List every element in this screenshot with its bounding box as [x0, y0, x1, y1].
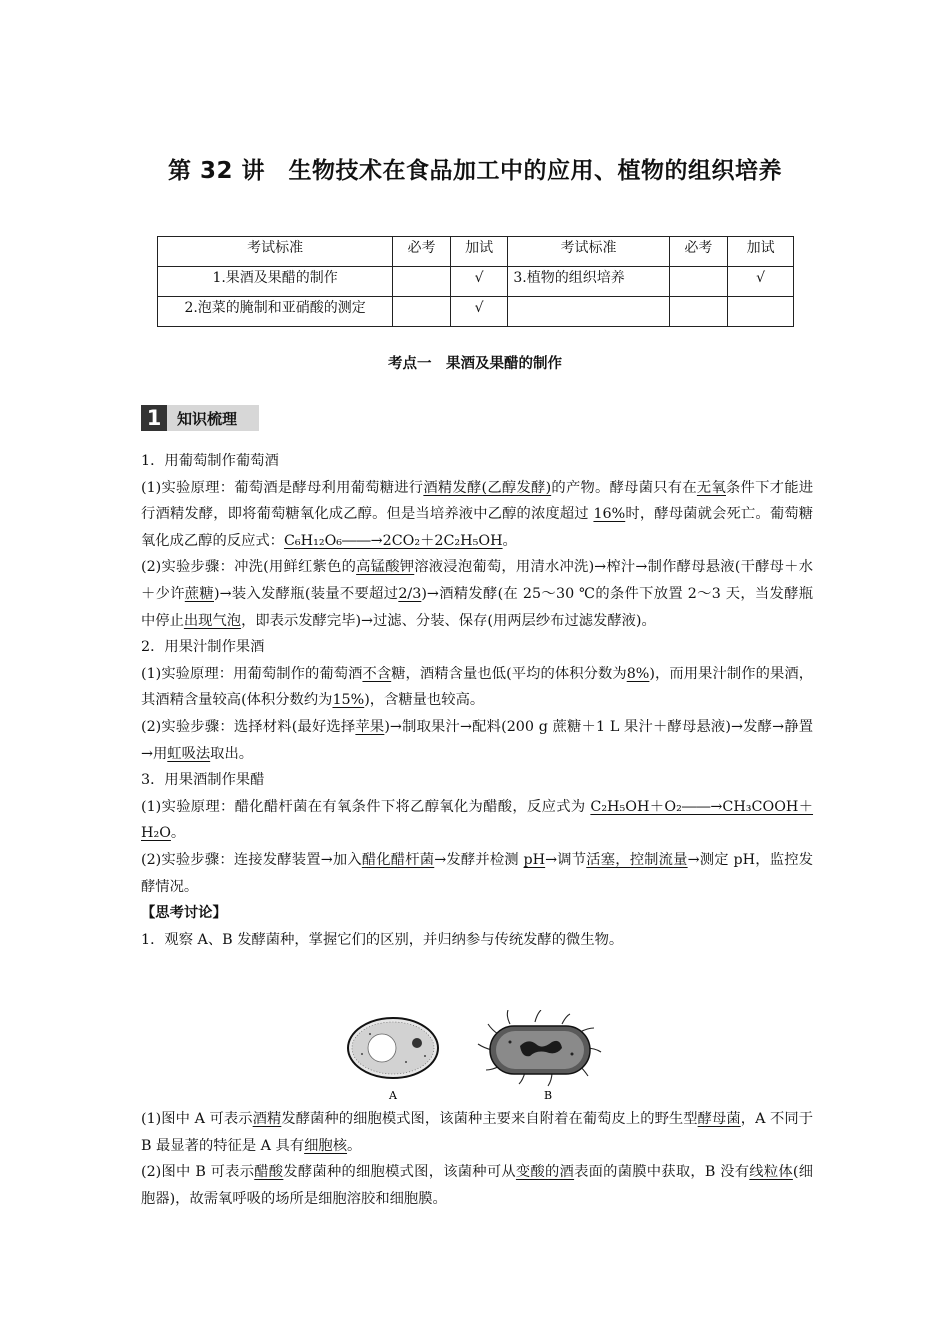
- table-cell: √: [450, 267, 508, 297]
- table-cell: [393, 297, 451, 327]
- text: →发酵并检测: [434, 851, 524, 868]
- text: )，而用果汁制作的果酒，其酒精含量较高(体积分数约为: [141, 665, 813, 709]
- answer-blank: 酒精: [252, 1111, 282, 1127]
- heading-3: 3．用果酒制作果醋: [141, 772, 265, 789]
- answer-blank: 酵母菌: [697, 1111, 741, 1127]
- text: (1)实验原理：醋化醋杆菌在有氧条件下将乙醇氧化为醋酸，反应式为: [141, 798, 591, 815]
- text: 。: [347, 1137, 362, 1154]
- table-cell: 3.植物的组织培养: [508, 267, 669, 297]
- table-header: 考试标准: [158, 237, 393, 267]
- text: )，含糖量也较高。: [364, 692, 485, 709]
- text: (1)实验原理：葡萄酒是酵母利用葡萄糖进行: [141, 479, 424, 496]
- table-header: 加试: [450, 237, 508, 267]
- knowledge-body: [141, 448, 813, 953]
- text: 表面的菌膜中获取，B 没有: [574, 1164, 750, 1181]
- answer-blank: 线粒体: [749, 1164, 793, 1181]
- text: (2)实验步骤：冲洗(用鲜红紫色的: [141, 559, 357, 576]
- badge-number: 1: [141, 405, 167, 431]
- table-cell: √: [450, 297, 508, 327]
- answer-blank: 出现气泡: [183, 612, 242, 629]
- paragraph: [141, 1106, 813, 1159]
- text: (2)实验步骤：选择材料(最好选择: [141, 718, 356, 735]
- answer-blank: 不含: [362, 665, 392, 682]
- section-badge: [141, 405, 259, 431]
- answer-blank: 8%: [626, 665, 650, 682]
- answer-blank: 苹果: [355, 718, 385, 735]
- table-header: 必考: [669, 237, 728, 267]
- table-header: 考试标准: [508, 237, 669, 267]
- text: →调节: [545, 851, 587, 868]
- answer-blank: 蔗糖: [184, 585, 214, 602]
- table-header: 加试: [728, 237, 794, 267]
- text: (2)实验步骤：连接发酵装置→加入: [141, 851, 362, 868]
- exam-standards-table: [157, 236, 794, 327]
- text: →测定 pH，监控发酵情况。: [141, 851, 814, 895]
- text: 的产物。酵母菌只有在: [551, 479, 697, 496]
- answer-blank: 虹吸法: [167, 745, 211, 762]
- answer-blank: 16%: [593, 506, 626, 523]
- question-1: 1．观察 A、B 发酵菌种，掌握它们的区别，并归纳参与传统发酵的微生物。: [141, 931, 624, 948]
- answer-blank: 无氧: [696, 479, 726, 496]
- table-cell: √: [728, 267, 794, 297]
- page-title: 第 32 讲 生物技术在食品加工中的应用、植物的组织培养: [167, 158, 783, 184]
- text: (1)图中 A 可表示: [141, 1111, 253, 1127]
- cell-figure: [340, 1010, 630, 1102]
- paragraph: [141, 847, 813, 900]
- text: 糖，酒精含量也低(平均的体积分数为: [391, 665, 627, 682]
- section-title: 考点一 果酒及果醋的制作: [388, 356, 562, 372]
- badge-label: 知识梳理: [177, 409, 238, 428]
- table-cell: 2.泡菜的腌制和亚硝酸的测定: [158, 297, 393, 327]
- paragraph: [141, 714, 813, 767]
- answer-blank: 酒精发酵(乙醇发酵): [423, 479, 552, 496]
- text: ，即表示发酵完毕)→过滤、分装、保存(用两层纱布过滤发酵液)。: [241, 612, 656, 629]
- text: )→装入发酵瓶(装量不要超过: [214, 585, 399, 602]
- paragraph: [141, 1159, 813, 1212]
- text: (细胞器)，故需氧呼吸的场所是细胞溶胶和细胞膜。: [141, 1164, 814, 1207]
- paragraph: [141, 475, 813, 555]
- paragraph: [141, 554, 813, 634]
- text: 条件下才能进行酒精发酵，即将葡萄糖氧化成乙醇。但是当培养液中乙醇的浓度超过: [141, 479, 814, 523]
- table-header-row: [158, 237, 794, 267]
- paragraph: [141, 661, 813, 714]
- table-cell: [393, 267, 451, 297]
- answer-blank: C₆H₁₂O₆――→2CO₂＋2C₂H₅OH: [283, 532, 503, 549]
- text: 。: [502, 532, 517, 549]
- answer-blank: pH: [523, 851, 546, 868]
- text: 发酵菌种的细胞模式图，该菌种主要来自附着在葡萄皮上的野生型: [281, 1111, 698, 1127]
- paragraph: [141, 794, 813, 847]
- bacterium-illustration: [478, 1010, 601, 1086]
- table-header: 必考: [393, 237, 451, 267]
- answer-blank: 变酸的酒: [515, 1164, 575, 1181]
- figure-label-b: B: [544, 1089, 553, 1102]
- answer-blank: 细胞核: [304, 1137, 348, 1154]
- yeast-cell-illustration: [348, 1018, 438, 1078]
- text: 时，酵母菌就会死亡。葡萄糖氧化成乙醇的反应式：: [141, 506, 814, 549]
- table-cell: [728, 297, 794, 327]
- figure-label-a: A: [389, 1089, 397, 1102]
- table-row: [158, 297, 794, 327]
- text: 。: [170, 825, 186, 842]
- table-row: [158, 267, 794, 297]
- table-cell: [669, 297, 728, 327]
- answer-blank: 醋酸: [254, 1164, 284, 1181]
- answer-blank: 醋化醋杆菌: [361, 851, 435, 868]
- text: ，A 不同于 B 最显著的特征是 A 具有: [141, 1111, 814, 1154]
- answer-blank: 2/3: [398, 585, 422, 602]
- text: (2)图中 B 可表示: [141, 1164, 255, 1181]
- table-cell: 1.果酒及果醋的制作: [158, 267, 393, 297]
- answer-blank: C₂H₅OH＋O₂――→CH₃COOH＋H₂O: [141, 798, 814, 842]
- heading-1: 1．用葡萄制作葡萄酒: [141, 453, 279, 469]
- text: 取出。: [210, 745, 254, 762]
- text: (1)实验原理：用葡萄制作的葡萄酒: [141, 665, 363, 682]
- heading-2: 2．用果汁制作果酒: [141, 639, 265, 656]
- discussion-heading: 【思考讨论】: [141, 905, 227, 922]
- table-cell: [669, 267, 728, 297]
- text: 溶液浸泡葡萄，用清水冲洗)→榨汁→制作酵母悬液(干酵母＋水＋少许: [141, 559, 813, 602]
- discussion-answers: [141, 1106, 813, 1212]
- text: )→制取果汁→配料(200 g 蔗糖＋1 L 果汁＋酵母悬液)→发酵→静置→用: [141, 718, 814, 762]
- text: 发酵菌种的细胞模式图，该菌种可从: [283, 1164, 516, 1181]
- text: )→酒精发酵(在 25～30 ℃的条件下放置 2～3 天，当发酵瓶中停止: [141, 585, 814, 629]
- answer-blank: 15%: [332, 692, 365, 709]
- table-cell: [508, 297, 669, 327]
- answer-blank: 高锰酸钾: [356, 559, 415, 576]
- answer-blank: 活塞，控制流量: [586, 851, 688, 868]
